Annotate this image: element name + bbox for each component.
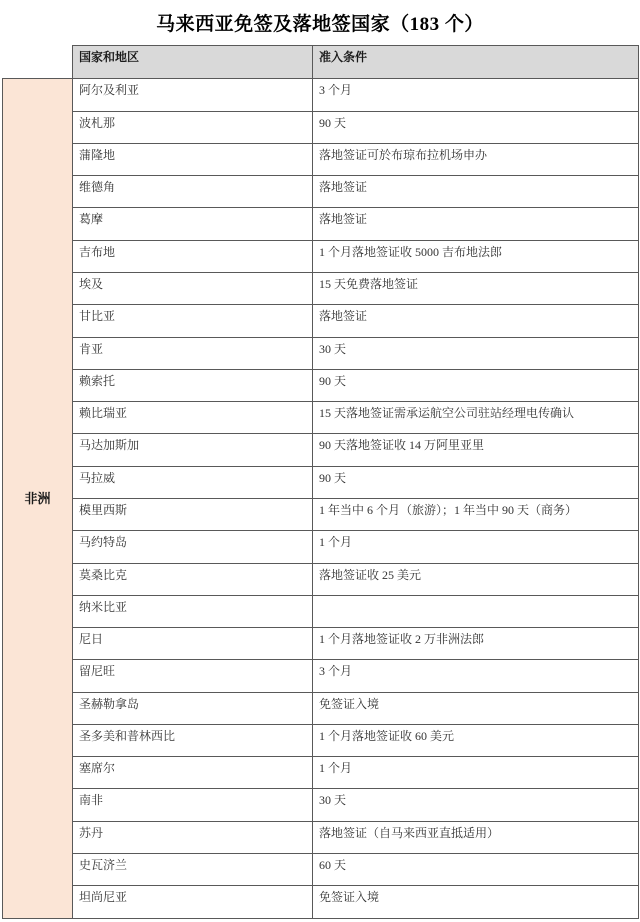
- condition-cell: 1 个月: [313, 531, 639, 563]
- condition-cell: 90 天: [313, 369, 639, 401]
- table-row: [3, 111, 639, 143]
- country-cell: 埃及: [73, 272, 313, 304]
- table-row: [3, 531, 639, 563]
- country-cell: 甘比亚: [73, 305, 313, 337]
- table-row: [3, 628, 639, 660]
- condition-cell: 90 天: [313, 111, 639, 143]
- table-row: [3, 821, 639, 853]
- table-row: [3, 724, 639, 756]
- country-cell: 波札那: [73, 111, 313, 143]
- country-cell: 赖索托: [73, 369, 313, 401]
- condition-cell: 落地签证: [313, 208, 639, 240]
- table-row: [3, 240, 639, 272]
- table-row: [3, 498, 639, 530]
- table-row: [3, 402, 639, 434]
- condition-cell: 30 天: [313, 789, 639, 821]
- region-cell: 非洲: [3, 79, 73, 919]
- condition-cell: 1 个月: [313, 757, 639, 789]
- table-row: [3, 272, 639, 304]
- condition-cell: 30 天: [313, 337, 639, 369]
- table-body: [3, 46, 639, 919]
- country-cell: 坦尚尼亚: [73, 886, 313, 919]
- condition-cell: 落地签证（自马来西亚直抵适用）: [313, 821, 639, 853]
- country-cell: 赖比瑞亚: [73, 402, 313, 434]
- table-row: [3, 789, 639, 821]
- country-cell: 圣多美和普林西比: [73, 724, 313, 756]
- table-row: [3, 692, 639, 724]
- country-cell: 吉布地: [73, 240, 313, 272]
- country-cell: 塞席尔: [73, 757, 313, 789]
- table-row: [3, 176, 639, 208]
- table-row: [3, 208, 639, 240]
- country-cell: 史瓦济兰: [73, 854, 313, 886]
- condition-cell: 免签证入境: [313, 692, 639, 724]
- country-cell: 尼日: [73, 628, 313, 660]
- country-cell: 马约特岛: [73, 531, 313, 563]
- table-row: [3, 79, 639, 111]
- table-row: [3, 434, 639, 466]
- table-row: [3, 143, 639, 175]
- country-cell: 圣赫勒拿岛: [73, 692, 313, 724]
- condition-cell: 1 个月落地签证收 2 万非洲法郎: [313, 628, 639, 660]
- table-row: [3, 660, 639, 692]
- table-row: [3, 337, 639, 369]
- country-cell: 留尼旺: [73, 660, 313, 692]
- condition-cell: 90 天落地签证收 14 万阿里亚里: [313, 434, 639, 466]
- country-cell: 肯亚: [73, 337, 313, 369]
- column-header-condition: 准入条件: [313, 46, 639, 79]
- country-cell: 维德角: [73, 176, 313, 208]
- condition-cell: [313, 595, 639, 627]
- condition-cell: 3 个月: [313, 660, 639, 692]
- table-row: [3, 466, 639, 498]
- table-row: [3, 563, 639, 595]
- condition-cell: 1 年当中 6 个月（旅游）；1 年当中 90 天（商务）: [313, 498, 639, 530]
- table-row: [3, 369, 639, 401]
- country-cell: 阿尔及利亚: [73, 79, 313, 111]
- column-header-country: 国家和地区: [73, 46, 313, 79]
- condition-cell: 90 天: [313, 466, 639, 498]
- country-cell: 马拉威: [73, 466, 313, 498]
- table-row: [3, 305, 639, 337]
- table-row: [3, 886, 639, 919]
- table-header-row: [3, 46, 639, 79]
- corner-cell: [3, 46, 73, 79]
- condition-cell: 1 个月落地签证收 60 美元: [313, 724, 639, 756]
- country-cell: 纳米比亚: [73, 595, 313, 627]
- country-cell: 蒲隆地: [73, 143, 313, 175]
- condition-cell: 15 天免费落地签证: [313, 272, 639, 304]
- country-cell: 马达加斯加: [73, 434, 313, 466]
- country-cell: 南非: [73, 789, 313, 821]
- table-row: [3, 854, 639, 886]
- condition-cell: 3 个月: [313, 79, 639, 111]
- page-title: 马来西亚免签及落地签国家（183 个）: [156, 14, 484, 35]
- condition-cell: 落地签证收 25 美元: [313, 563, 639, 595]
- country-cell: 苏丹: [73, 821, 313, 853]
- condition-cell: 落地签证: [313, 176, 639, 208]
- table-row: [3, 757, 639, 789]
- condition-cell: 1 个月落地签证收 5000 吉布地法郎: [313, 240, 639, 272]
- condition-cell: 落地签证可於布琼布拉机场申办: [313, 143, 639, 175]
- table-row: [3, 595, 639, 627]
- condition-cell: 落地签证: [313, 305, 639, 337]
- country-cell: 模里西斯: [73, 498, 313, 530]
- condition-cell: 15 天落地签证需承运航空公司驻站经理电传确认: [313, 402, 639, 434]
- condition-cell: 免签证入境: [313, 886, 639, 919]
- visa-table: [2, 45, 639, 919]
- condition-cell: 60 天: [313, 854, 639, 886]
- country-cell: 莫桑比克: [73, 563, 313, 595]
- country-cell: 葛摩: [73, 208, 313, 240]
